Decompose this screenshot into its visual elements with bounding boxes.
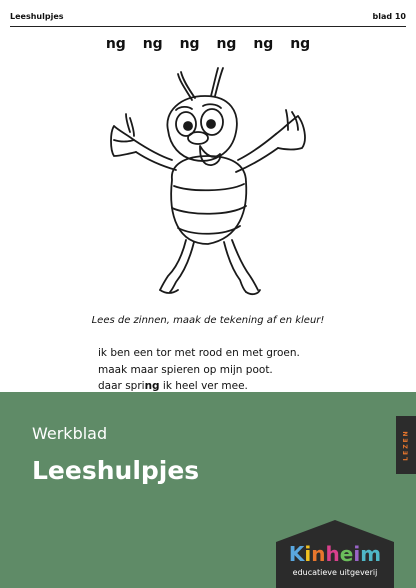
sound-row bbox=[0, 36, 416, 52]
worksheet-title: Leeshulpjes bbox=[32, 456, 200, 485]
sound-item: ng bbox=[216, 36, 237, 52]
beetle-illustration bbox=[90, 60, 330, 300]
sound-item: ng bbox=[290, 36, 311, 52]
kinheim-logo bbox=[276, 520, 394, 588]
sound-item: ng bbox=[142, 36, 163, 52]
sentence-line: ik ben een tor met rood en met groen. bbox=[98, 347, 300, 359]
sound-item: ng bbox=[253, 36, 274, 52]
logo-subtitle: educatieve uitgeverij bbox=[292, 568, 378, 577]
footer-band bbox=[0, 392, 416, 588]
page-header bbox=[10, 10, 406, 27]
logo-wordmark: Kinheim bbox=[288, 542, 382, 566]
sentence-part: ik heel ver mee. bbox=[159, 380, 248, 392]
page-number: blad 10 bbox=[372, 12, 406, 21]
instruction-text: Lees de zinnen, maak de tekening af en kleur! bbox=[91, 315, 325, 326]
highlighted-sound: ng bbox=[144, 380, 160, 392]
reading-sentences bbox=[98, 345, 300, 395]
sentence-line: maak maar spieren op mijn poot. bbox=[98, 363, 273, 376]
sentence-part: daar spri bbox=[98, 380, 145, 392]
subject-tab-label: LEZEN bbox=[402, 429, 410, 461]
sound-item: ng bbox=[179, 36, 200, 52]
subject-tab bbox=[396, 416, 416, 474]
worksheet-label: Werkblad bbox=[32, 424, 108, 443]
sound-item: ng bbox=[105, 36, 126, 52]
header-title: Leeshulpjes bbox=[10, 12, 64, 21]
